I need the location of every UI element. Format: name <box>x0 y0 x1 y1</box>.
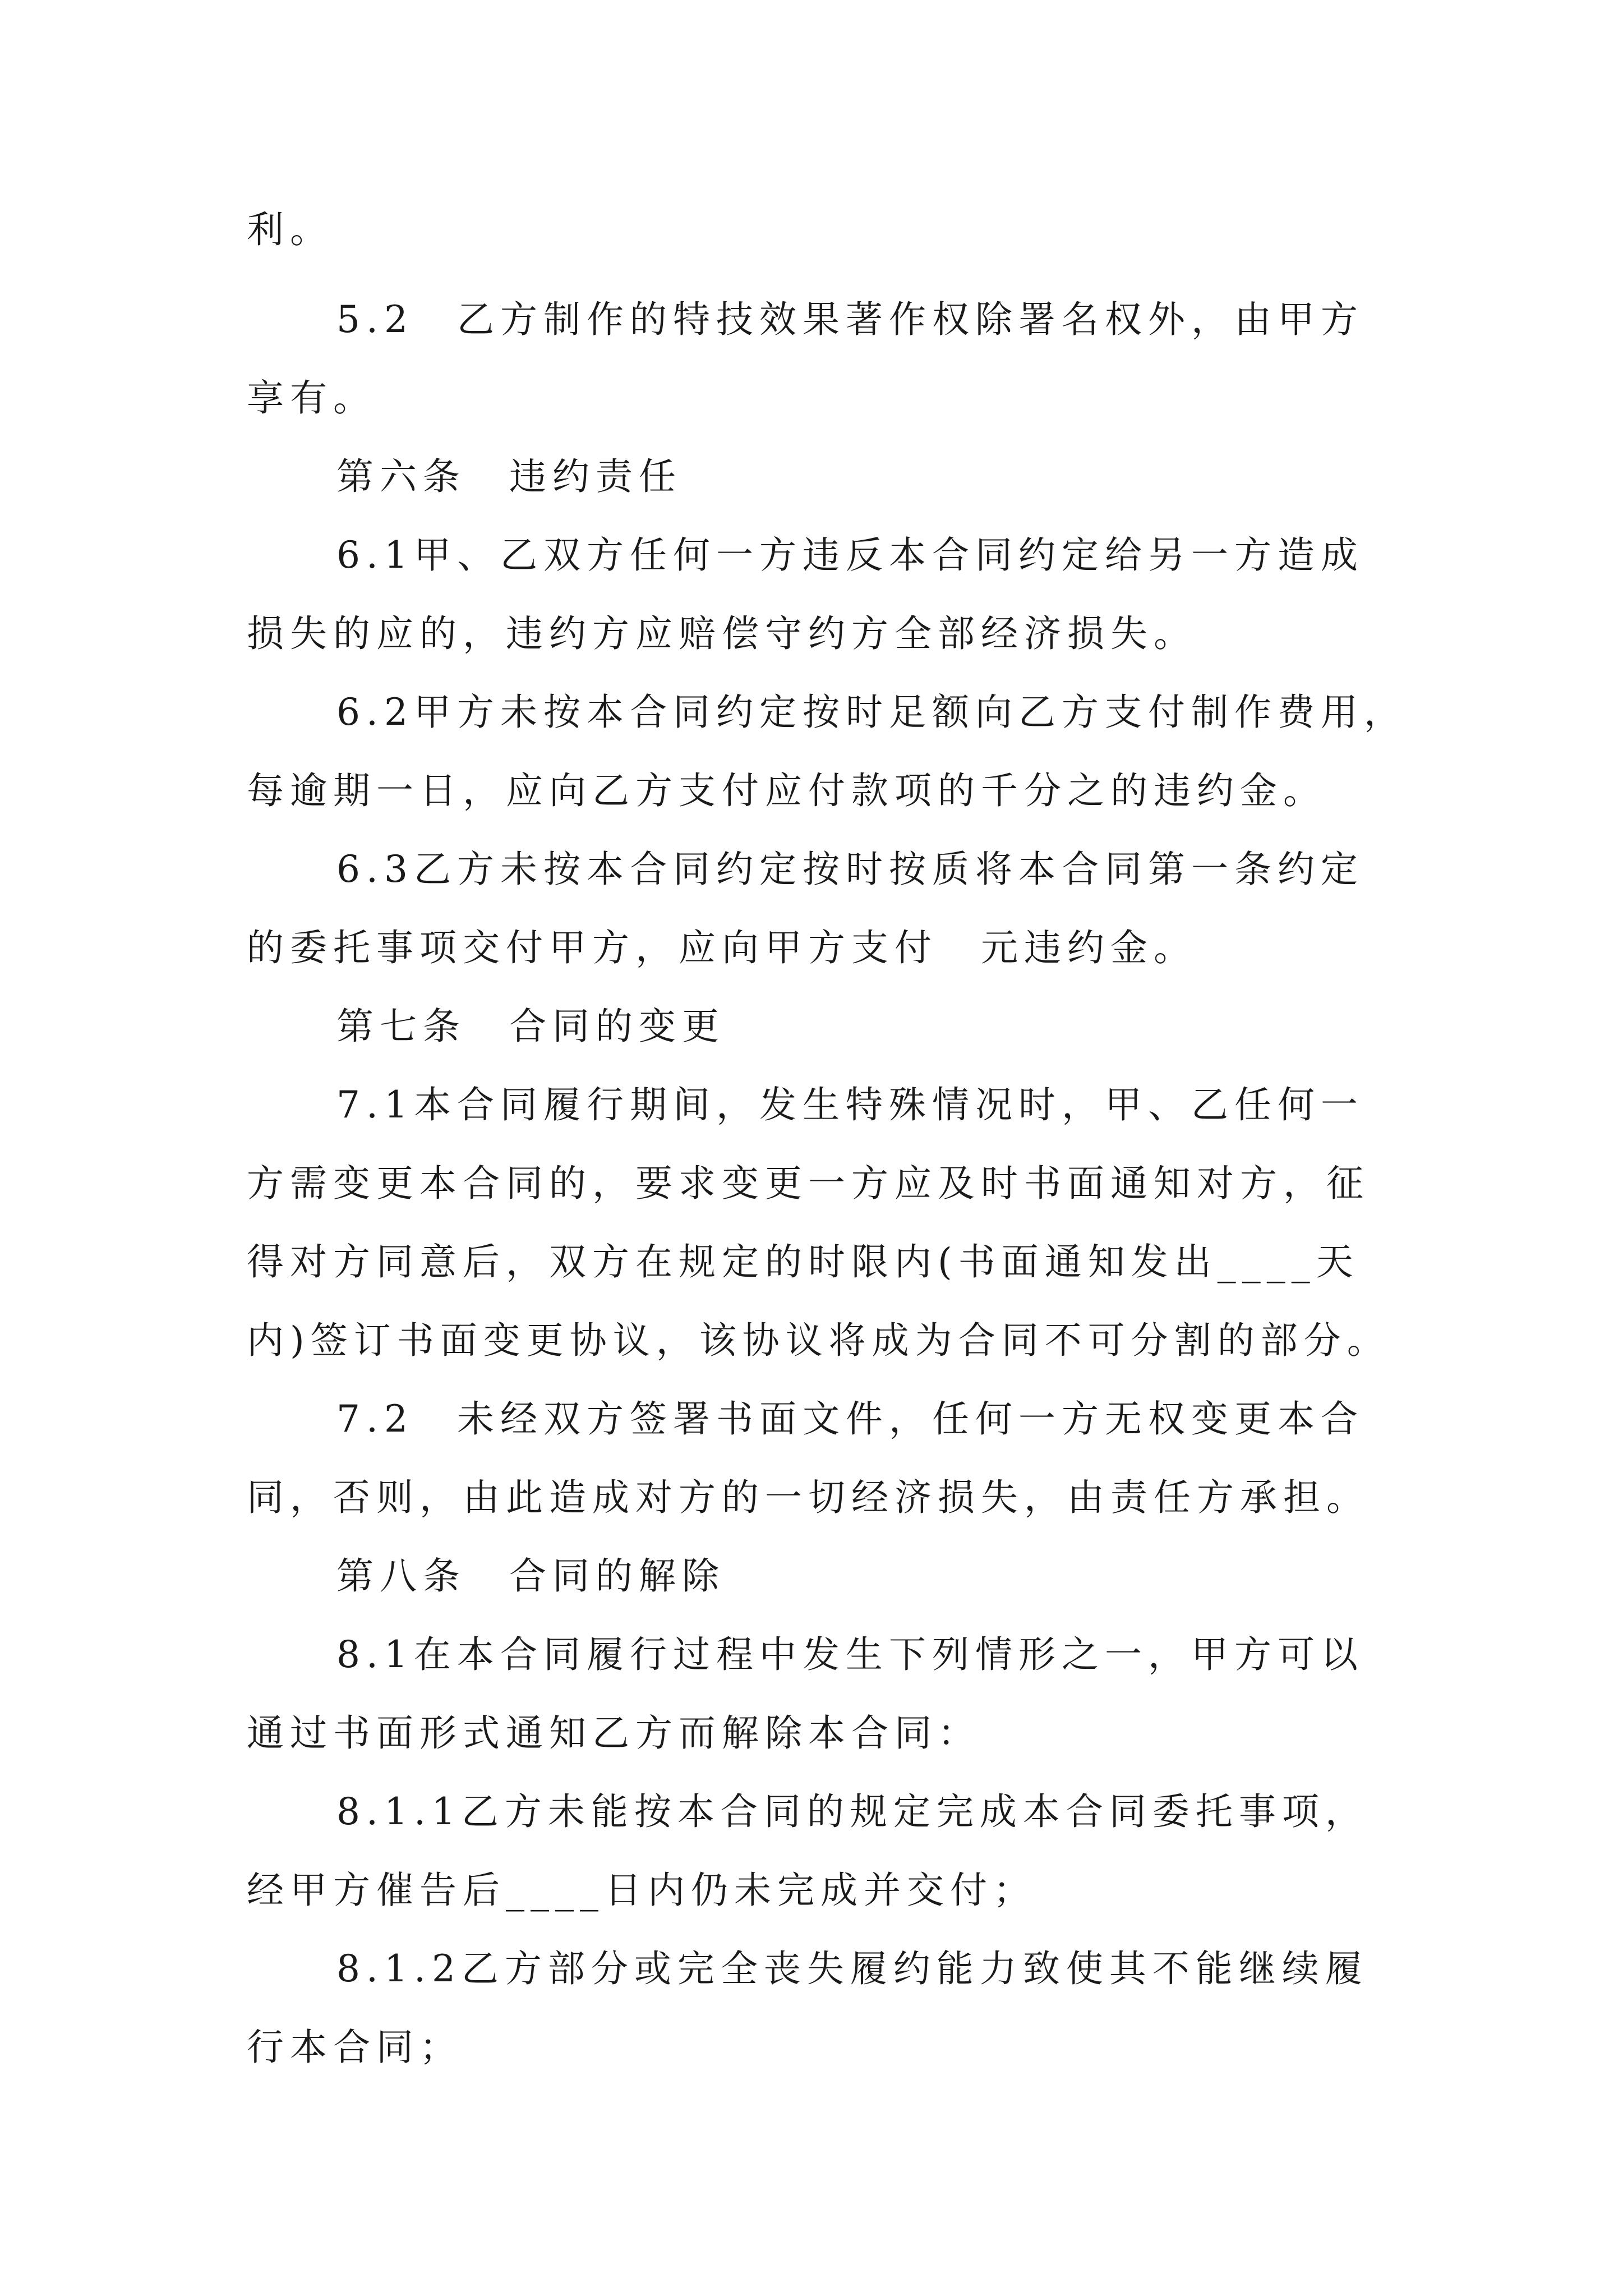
article-8-heading: 第八条 合同的解除 <box>336 1554 725 1598</box>
text-line: 每逾期一日，应向乙方支付应付款项的千分之的违约金。 <box>247 769 1326 812</box>
clause-6-1-line: 6.1甲、乙双方任何一方违反本合同约定给另一方造成 <box>336 533 1364 577</box>
clause-6-3-line: 6.3乙方未按本合同约定按时按质将本合同第一条约定 <box>336 848 1364 891</box>
clause-5-2-line: 5.2 乙方制作的特技效果著作权除署名权外，由甲方 <box>336 298 1364 341</box>
text-line: 方需变更本合同的，要求变更一方应及时书面通知对方，征 <box>247 1162 1370 1205</box>
clause-8-1-line: 8.1在本合同履行过程中发生下列情形之一，甲方可以 <box>336 1633 1364 1676</box>
article-7-heading: 第七条 合同的变更 <box>336 1005 725 1048</box>
text-line: 利。 <box>247 208 333 251</box>
clause-6-2-line: 6.2甲方未按本合同约定按时足额向乙方支付制作费用， <box>336 691 1407 734</box>
text-line: 损失的应的，违约方应赔偿守约方全部经济损失。 <box>247 612 1197 655</box>
text-line: 通过书面形式通知乙方而解除本合同： <box>247 1711 981 1755</box>
text-line: 行本合同； <box>247 2026 463 2069</box>
clause-7-1-line: 7.1本合同履行期间，发生特殊情况时，甲、乙任何一 <box>336 1083 1364 1126</box>
text-line: 享有。 <box>247 376 376 420</box>
text-line: 内)签订书面变更协议，该协议将成为合同不可分割的部分。 <box>247 1319 1390 1362</box>
clause-8-1-2-line: 8.1.2乙方部分或完全丧失履约能力致使其不能继续履 <box>336 1947 1368 1990</box>
clause-7-2-line: 7.2 未经双方签署书面文件，任何一方无权变更本合 <box>336 1397 1364 1441</box>
text-line: 得对方同意后，双方在规定的时限内(书面通知发出____天 <box>247 1240 1359 1283</box>
text-line: 同，否则，由此造成对方的一切经济损失，由责任方承担。 <box>247 1476 1370 1519</box>
text-line: 经甲方催告后____日内仍未完成并交付； <box>247 1869 1036 1912</box>
text-line: 的委托事项交付甲方，应向甲方支付 元违约金。 <box>247 926 1197 969</box>
article-6-heading: 第六条 违约责任 <box>336 455 682 498</box>
clause-8-1-1-line: 8.1.1乙方未能按本合同的规定完成本合同委托事项， <box>336 1790 1368 1833</box>
